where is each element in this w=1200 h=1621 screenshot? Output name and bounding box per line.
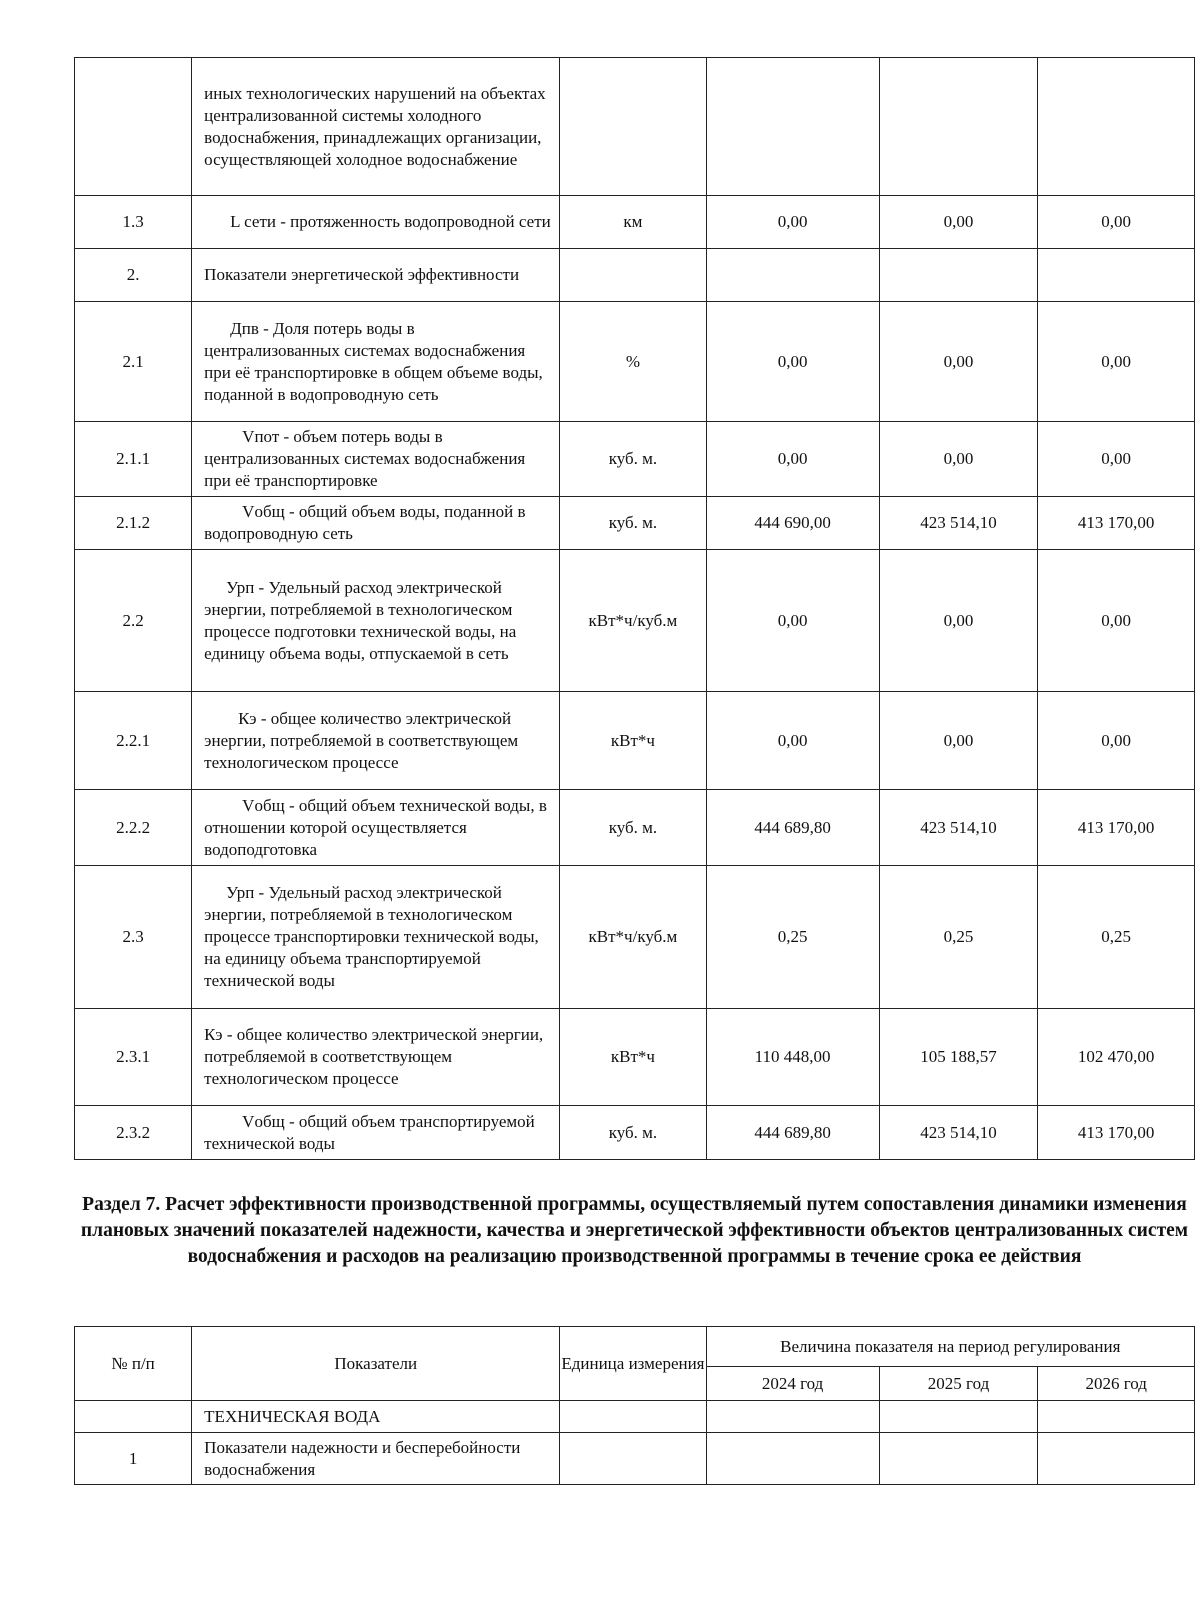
row-number: 2.1.1 [75, 422, 192, 497]
row-label: Дпв - Доля потерь воды в централизованных системах водоснабжения при её транспортировке в общем объеме воды, поданной в водопроводную сеть [204, 318, 543, 404]
row-number: 2.2 [75, 550, 192, 692]
table-row [75, 302, 1195, 422]
value-2025: 0,00 [879, 550, 1038, 692]
value-2024: 0,00 [706, 692, 879, 790]
header-num: № п/п [75, 1327, 192, 1401]
row-unit [560, 58, 706, 196]
row-number: 1 [75, 1433, 192, 1485]
row-label: Урп - Удельный расход электрической энергии, потребляемой в технологическом процессе транспортировки технической воды, на единицу объема транспортируемой технической воды [204, 883, 539, 990]
value-2024: 444 690,00 [706, 497, 879, 550]
table-row [75, 497, 1195, 550]
table-row [75, 550, 1195, 692]
value-2026: 0,00 [1038, 692, 1195, 790]
row-unit: кВт*ч [560, 692, 706, 790]
row-number [75, 58, 192, 196]
row-label: Кэ - общее количество электрической энергии, потребляемой в соответствующем технологическом процессе [192, 1009, 560, 1106]
value-2025: 0,00 [879, 196, 1038, 249]
row-number: 2.2.1 [75, 692, 192, 790]
value-2026 [1038, 249, 1195, 302]
indicators-table [74, 57, 1195, 1160]
table-row [75, 866, 1195, 1009]
table-row [75, 790, 1195, 866]
value-2025: 423 514,10 [879, 497, 1038, 550]
row-label: Vобщ - общий объем технической воды, в отношении которой осуществляется водоподготовка [204, 795, 547, 859]
value-2026: 0,00 [1038, 550, 1195, 692]
row-unit: кВт*ч [560, 1009, 706, 1106]
value-2024: 444 689,80 [706, 1106, 879, 1160]
header-period: Величина показателя на период регулирования [706, 1327, 1194, 1367]
table-row [75, 249, 1195, 302]
row-unit: куб. м. [560, 1106, 706, 1160]
row-unit [560, 249, 706, 302]
value-2025 [879, 58, 1038, 196]
row-unit: км [560, 196, 706, 249]
header-year-2026: 2026 год [1038, 1367, 1195, 1401]
value-2025: 0,25 [879, 866, 1038, 1009]
value-2024: 0,00 [706, 422, 879, 497]
table-row [75, 1009, 1195, 1106]
value-2025: 423 514,10 [879, 1106, 1038, 1160]
row-label: Vпот - объем потерь воды в централизованных системах водоснабжения при её транспортировке [204, 427, 526, 490]
value-2025: 0,00 [879, 302, 1038, 422]
value-2024: 444 689,80 [706, 790, 879, 866]
value-2024 [706, 58, 879, 196]
value-2025: 0,00 [879, 692, 1038, 790]
value-2024: 0,00 [706, 550, 879, 692]
table-row [75, 1401, 1195, 1433]
row-unit: куб. м. [560, 422, 706, 497]
value-2025: 423 514,10 [879, 790, 1038, 866]
row-label: ТЕХНИЧЕСКАЯ ВОДА [192, 1401, 560, 1433]
value-2026 [1038, 58, 1195, 196]
header-unit: Единица измерения [560, 1327, 706, 1401]
value-2024 [706, 249, 879, 302]
table-row [75, 1106, 1195, 1160]
value-2026: 413 170,00 [1038, 497, 1195, 550]
value-2026: 0,00 [1038, 302, 1195, 422]
table-row [75, 1433, 1195, 1485]
header-row [75, 1327, 1195, 1367]
row-label: Vобщ - общий объем воды, поданной в водопроводную сеть [204, 502, 526, 543]
row-unit: куб. м. [560, 497, 706, 550]
row-number: 2.1 [75, 302, 192, 422]
value-2025: 0,00 [879, 422, 1038, 497]
row-label: L сети - протяженность водопроводной сети [230, 212, 551, 231]
row-label: Показатели надежности и бесперебойности водоснабжения [192, 1433, 560, 1485]
section-7-title: Раздел 7. Расчет эффективности производственной программы, осуществляемый путем сопоставления динамики изменения плановых значений показателей надежности, качества и энергетической эффективности объектов централизованных систем водоснабжения и расходов на реализацию производственной программы в течение срока ее действия [80, 1194, 1189, 1267]
value-2025: 105 188,57 [879, 1009, 1038, 1106]
row-number: 2.3.1 [75, 1009, 192, 1106]
table-row [75, 58, 1195, 196]
value-2024: 0,00 [706, 196, 879, 249]
row-number: 2.3.2 [75, 1106, 192, 1160]
table-row [75, 196, 1195, 249]
row-number: 2.3 [75, 866, 192, 1009]
value-2026: 0,25 [1038, 866, 1195, 1009]
value-2026: 0,00 [1038, 422, 1195, 497]
header-year-2024: 2024 год [706, 1367, 879, 1401]
row-label: Кэ - общее количество электрической энергии, потребляемой в соответствующем технологическом процессе [204, 708, 519, 772]
row-unit: кВт*ч/куб.м [560, 866, 706, 1009]
row-label: Показатели энергетической эффективности [192, 249, 560, 302]
row-number: 2.2.2 [75, 790, 192, 866]
table-row [75, 422, 1195, 497]
value-2026: 413 170,00 [1038, 1106, 1195, 1160]
row-number: 2.1.2 [75, 497, 192, 550]
value-2026: 413 170,00 [1038, 790, 1195, 866]
value-2026: 0,00 [1038, 196, 1195, 249]
row-label: иных технологических нарушений на объектах централизованной системы холодного водоснабжения, принадлежащих организации, осуществляющей холодное водоснабжение [192, 58, 560, 196]
row-unit: кВт*ч/куб.м [560, 550, 706, 692]
value-2024: 0,00 [706, 302, 879, 422]
header-year-2025: 2025 год [879, 1367, 1038, 1401]
table-row [75, 692, 1195, 790]
efficiency-table [74, 1326, 1195, 1485]
header-indicator: Показатели [192, 1327, 560, 1401]
row-number: 2. [75, 249, 192, 302]
row-number [75, 1401, 192, 1433]
value-2024: 0,25 [706, 866, 879, 1009]
value-2025 [879, 249, 1038, 302]
row-number: 1.3 [75, 196, 192, 249]
value-2024: 110 448,00 [706, 1009, 879, 1106]
row-label: Урп - Удельный расход электрической энергии, потребляемой в технологическом процессе подготовки технической воды, на единицу объема воды, отпускаемой в сеть [204, 577, 517, 663]
row-label: Vобщ - общий объем транспортируемой технической воды [204, 1111, 535, 1153]
value-2026: 102 470,00 [1038, 1009, 1195, 1106]
row-unit: % [560, 302, 706, 422]
row-unit: куб. м. [560, 790, 706, 866]
